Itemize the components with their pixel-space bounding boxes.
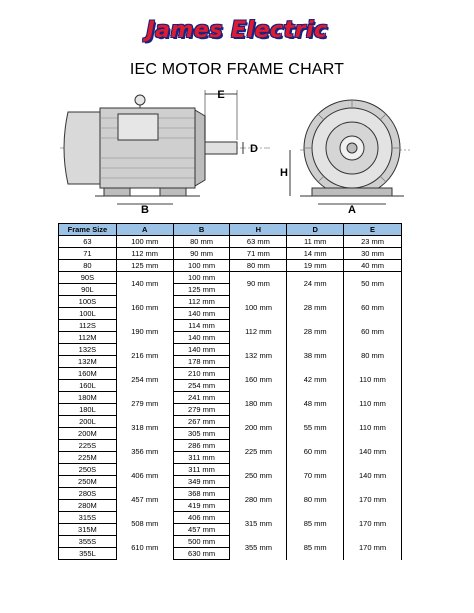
table-row [59,368,402,380]
cell-h: 200 mm [230,416,287,440]
page-title: IEC MOTOR FRAME CHART [129,61,345,78]
cell-h: 112 mm [230,320,287,344]
cell-frame-size: 80 [59,260,117,272]
cell-b: 311 mm [173,452,230,464]
cell-b: 140 mm [173,308,230,320]
cell-h: 315 mm [230,512,287,536]
cell-d: 70 mm [287,464,344,488]
cell-h: 80 mm [230,260,287,272]
cell-e: 140 mm [344,464,402,488]
cell-a: 406 mm [116,464,173,488]
table-row [59,416,402,428]
cell-frame-size: 250S [59,464,117,476]
cell-b: 125 mm [173,284,230,296]
cell-e: 23 mm [344,236,402,248]
cell-b: 305 mm [173,428,230,440]
cell-d: 14 mm [287,248,344,260]
cell-frame-size: 355L [59,548,117,560]
cell-b: 311 mm [173,464,230,476]
cell-h: 180 mm [230,392,287,416]
header-frame-size: Frame Size [59,224,117,236]
table-row [59,392,402,404]
cell-b: 80 mm [173,236,230,248]
cell-frame-size: 250M [59,476,117,488]
cell-frame-size: 280M [59,500,117,512]
cell-frame-size: 100L [59,308,117,320]
cell-h: 225 mm [230,440,287,464]
cell-frame-size: 315M [59,524,117,536]
table-row [59,536,402,548]
cell-frame-size: 90S [59,272,117,284]
cell-frame-size: 225S [59,440,117,452]
cell-b: 90 mm [173,248,230,260]
cell-d: 48 mm [287,392,344,416]
cell-d: 85 mm [287,536,344,560]
cell-d: 28 mm [287,320,344,344]
cell-d: 19 mm [287,260,344,272]
cell-d: 80 mm [287,488,344,512]
cell-b: 500 mm [173,536,230,548]
cell-d: 38 mm [287,344,344,368]
cell-b: 210 mm [173,368,230,380]
cell-frame-size: 355S [59,536,117,548]
cell-d: 60 mm [287,440,344,464]
header-h: H [230,224,287,236]
cell-b: 457 mm [173,524,230,536]
cell-a: 610 mm [116,536,173,560]
dim-b-label: B [141,204,149,214]
header-a: A [116,224,173,236]
cell-frame-size: 315S [59,512,117,524]
cell-e: 110 mm [344,368,402,392]
cell-frame-size: 225M [59,452,117,464]
cell-d: 55 mm [287,416,344,440]
table-row [59,488,402,500]
cell-b: 368 mm [173,488,230,500]
cell-a: 457 mm [116,488,173,512]
cell-frame-size: 112S [59,320,117,332]
cell-e: 60 mm [344,320,402,344]
cell-h: 100 mm [230,296,287,320]
cell-a: 190 mm [116,320,173,344]
cell-b: 241 mm [173,392,230,404]
cell-b: 100 mm [173,272,230,284]
brand-logo [0,18,474,52]
cell-b: 286 mm [173,440,230,452]
cell-h: 71 mm [230,248,287,260]
cell-b: 112 mm [173,296,230,308]
cell-frame-size: 63 [59,236,117,248]
cell-d: 11 mm [287,236,344,248]
frame-size-table [58,223,402,560]
cell-frame-size: 180M [59,392,117,404]
cell-e: 110 mm [344,416,402,440]
cell-b: 419 mm [173,500,230,512]
cell-b: 178 mm [173,356,230,368]
cell-d: 28 mm [287,296,344,320]
cell-frame-size: 71 [59,248,117,260]
cell-e: 170 mm [344,488,402,512]
cell-a: 508 mm [116,512,173,536]
dim-a-label: A [348,204,356,214]
cell-h: 280 mm [230,488,287,512]
cell-frame-size: 160M [59,368,117,380]
dim-d-label: D [250,143,258,155]
table-header-row [59,224,402,236]
cell-e: 110 mm [344,392,402,416]
cell-frame-size: 100S [59,296,117,308]
cell-b: 630 mm [173,548,230,560]
cell-a: 216 mm [116,344,173,368]
cell-b: 349 mm [173,476,230,488]
table-row [59,272,402,284]
cell-a: 125 mm [116,260,173,272]
cell-d: 85 mm [287,512,344,536]
cell-h: 355 mm [230,536,287,560]
cell-frame-size: 160L [59,380,117,392]
table-row [59,320,402,332]
cell-d: 42 mm [287,368,344,392]
cell-frame-size: 200M [59,428,117,440]
cell-e: 140 mm [344,440,402,464]
cell-h: 63 mm [230,236,287,248]
cell-a: 254 mm [116,368,173,392]
cell-a: 140 mm [116,272,173,296]
cell-frame-size: 112M [59,332,117,344]
table-body [59,236,402,560]
cell-e: 80 mm [344,344,402,368]
table-row [59,236,402,248]
table-row [59,512,402,524]
cell-h: 90 mm [230,272,287,296]
cell-b: 100 mm [173,260,230,272]
cell-e: 30 mm [344,248,402,260]
cell-b: 114 mm [173,320,230,332]
table-row [59,464,402,476]
cell-h: 132 mm [230,344,287,368]
cell-frame-size: 132S [59,344,117,356]
cell-frame-size: 280S [59,488,117,500]
cell-e: 50 mm [344,272,402,296]
cell-b: 267 mm [173,416,230,428]
side-view-motor [60,95,270,196]
dim-h-label: H [280,167,288,179]
cell-b: 140 mm [173,332,230,344]
cell-b: 406 mm [173,512,230,524]
header-b: B [173,224,230,236]
cell-e: 40 mm [344,260,402,272]
cell-e: 170 mm [344,536,402,560]
motor-drawing [0,84,474,214]
cell-b: 140 mm [173,344,230,356]
cell-frame-size: 180L [59,404,117,416]
cell-a: 112 mm [116,248,173,260]
table-row [59,440,402,452]
logo-text: James Electric [146,18,328,43]
cell-b: 254 mm [173,380,230,392]
cell-frame-size: 200L [59,416,117,428]
cell-a: 356 mm [116,440,173,464]
cell-h: 160 mm [230,368,287,392]
table-row [59,296,402,308]
end-view-motor [300,100,410,196]
cell-b: 279 mm [173,404,230,416]
header-e: E [344,224,402,236]
cell-a: 318 mm [116,416,173,440]
dim-e-label: E [217,89,225,101]
cell-a: 100 mm [116,236,173,248]
header-d: D [287,224,344,236]
cell-h: 250 mm [230,464,287,488]
cell-e: 170 mm [344,512,402,536]
table-row [59,344,402,356]
cell-a: 160 mm [116,296,173,320]
table-row [59,260,402,272]
cell-e: 60 mm [344,296,402,320]
table-row [59,248,402,260]
cell-frame-size: 90L [59,284,117,296]
cell-frame-size: 132M [59,356,117,368]
cell-d: 24 mm [287,272,344,296]
cell-a: 279 mm [116,392,173,416]
